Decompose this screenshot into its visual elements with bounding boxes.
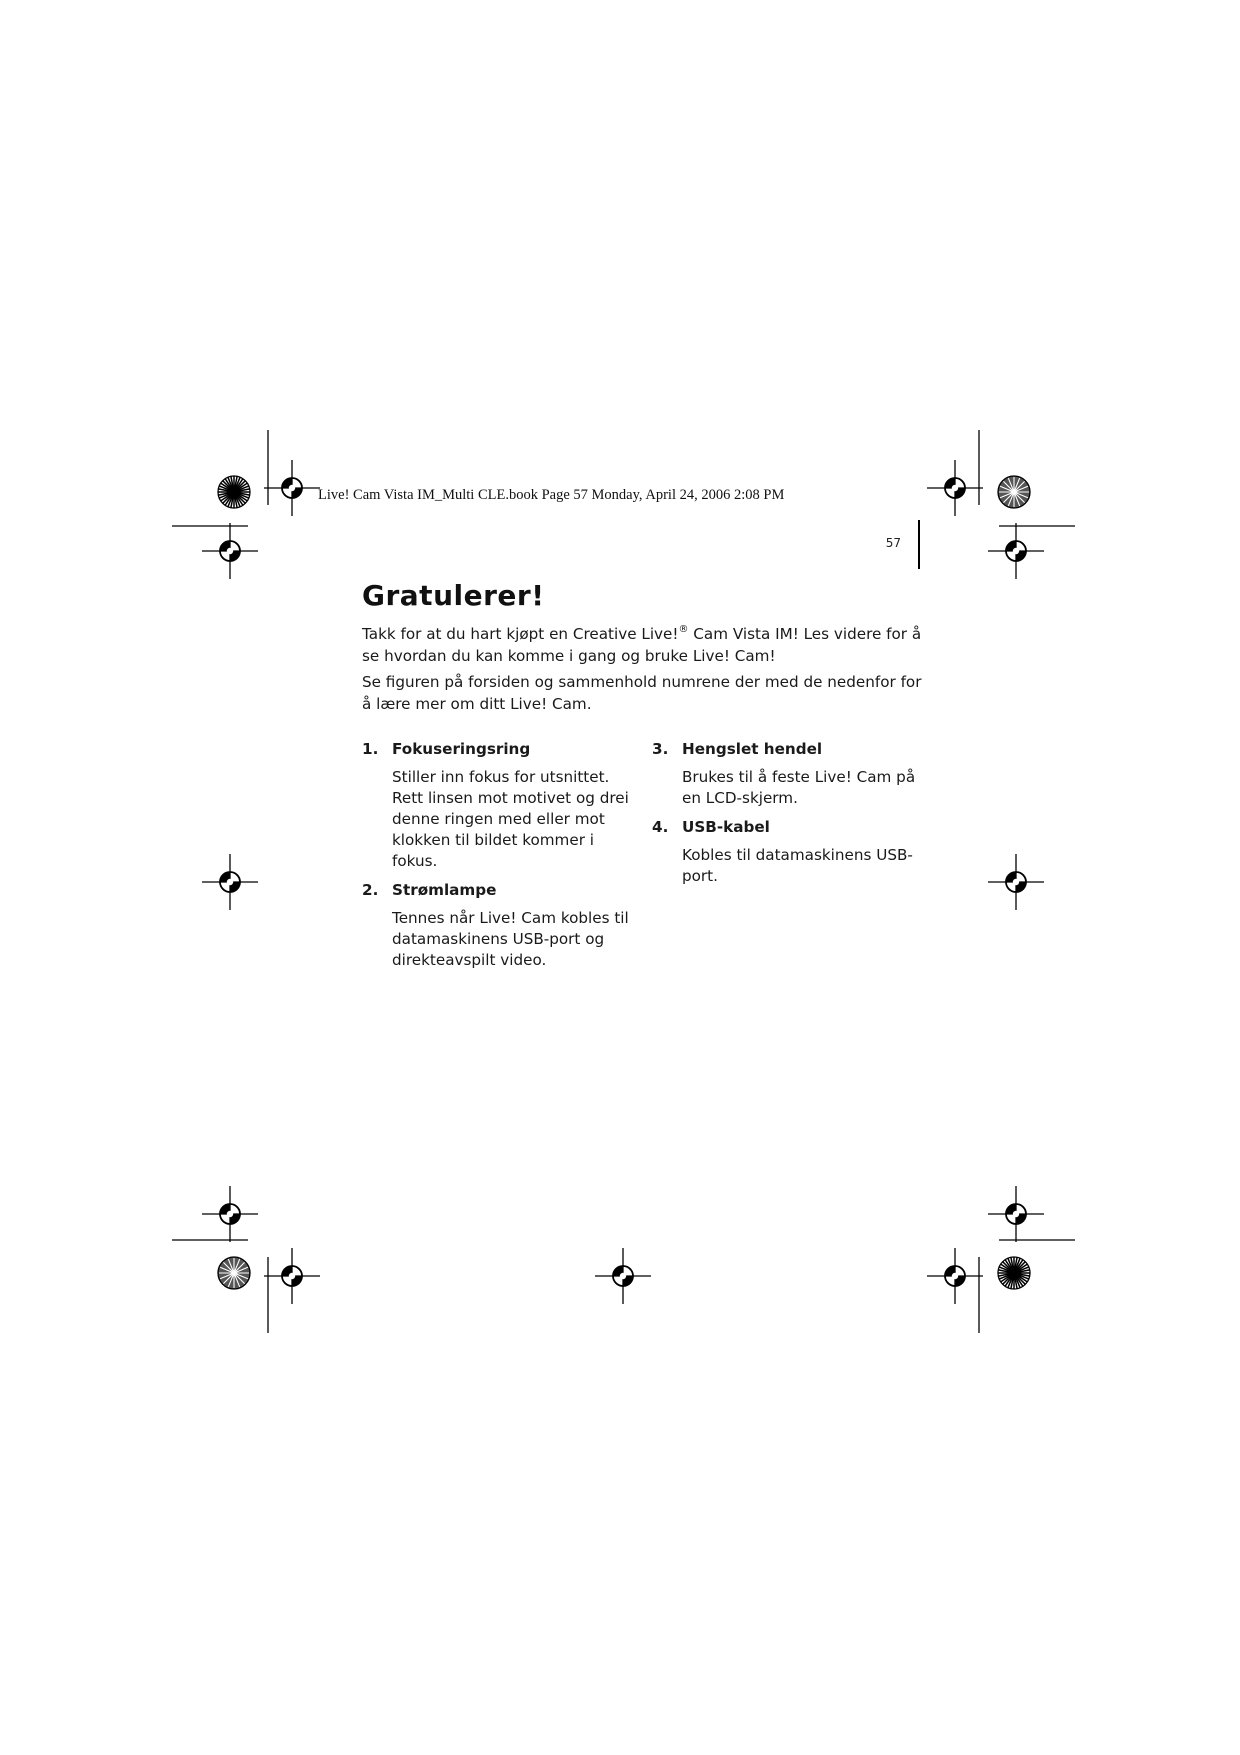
item-description: Tennes når Live! Cam kobles til datamaskinens USB-port og direkteavspilt video. (392, 909, 629, 969)
item-number: 2. (362, 881, 379, 899)
intro-paragraph-1: Takk for at du hart kjøpt en Creative Live!® Cam Vista IM! Les videre for å se hvordan du kan komme i gang og bruke Live! Cam! (362, 624, 922, 665)
intro-paragraph-2: Se figuren på forsiden og sammenhold numrene der med de nedenfor for å lære mer om ditt Live! Cam. (362, 673, 922, 713)
item-description: Brukes til å feste Live! Cam på en LCD-skjerm. (682, 768, 916, 807)
item-heading: Fokuseringsring (392, 740, 531, 758)
feature-list-column-2 (652, 739, 922, 895)
page-number: 57 (885, 536, 901, 550)
item-description: Kobles til datamaskinens USB-port. (682, 846, 913, 885)
item-heading: USB-kabel (682, 818, 770, 836)
list-item (362, 880, 632, 971)
item-number: 4. (652, 818, 669, 836)
item-number: 1. (362, 740, 379, 758)
list-item (652, 739, 922, 809)
item-heading: Hengslet hendel (682, 740, 823, 758)
intro-text (362, 624, 922, 720)
feature-list-column-1 (362, 739, 632, 979)
page-title: Gratulerer! (362, 579, 545, 612)
item-heading: Strømlampe (392, 881, 497, 899)
item-number: 3. (652, 740, 669, 758)
list-item (362, 739, 632, 872)
book-slug-header: Live! Cam Vista IM_Multi CLE.book Page 57 Monday, April 24, 2006 2:08 PM (318, 487, 785, 503)
registered-trademark-mark: ® (678, 624, 689, 635)
list-item (652, 817, 922, 887)
item-description: Stiller inn fokus for utsnittet. Rett linsen mot motivet og drei denne ringen med eller mot klokken til bildet kommer i fokus. (392, 768, 629, 870)
